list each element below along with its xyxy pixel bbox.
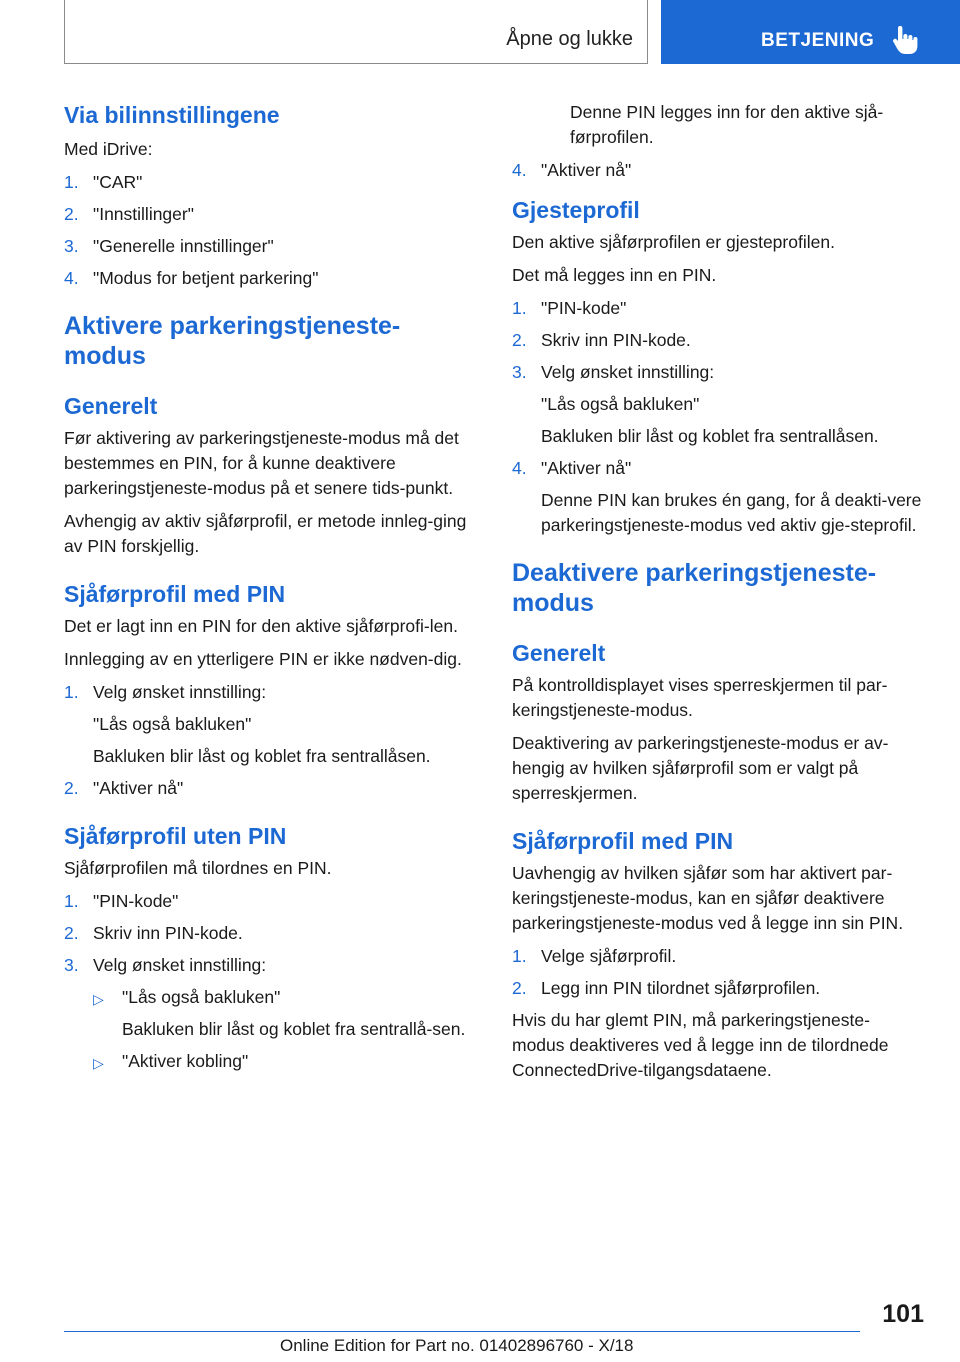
header-section-box [64, 0, 648, 64]
guest-profile-heading: Gjesteprofil [512, 197, 640, 223]
chapter-tab-label: BETJENING [761, 30, 875, 51]
hand-pointer-icon [892, 26, 920, 56]
list-item [64, 776, 474, 801]
step-text: "Innstillinger" [93, 204, 194, 224]
list-item [512, 360, 922, 449]
list-item [512, 944, 922, 969]
step-text: Skriv inn PIN-kode. [93, 923, 243, 943]
step-number: 4. [512, 160, 527, 180]
step-detail: Denne PIN kan brukes én gang, for å deakti-vere parkeringstjeneste-modus ved aktiv gje-steprofil. [541, 490, 922, 535]
list-item [64, 266, 474, 291]
bullet-item [93, 1049, 474, 1074]
step-text: "Modus for betjent parkering" [93, 268, 319, 288]
list-item [64, 680, 474, 769]
step-number: 2. [64, 204, 79, 224]
right-column [512, 100, 922, 1083]
activate-heading: Aktivere parkeringstjeneste-modus [64, 312, 401, 370]
list-item [512, 328, 922, 353]
step-number: 1. [512, 298, 527, 318]
with-pin-heading: Sjåførprofil med PIN [512, 828, 734, 854]
via-intro: Med iDrive: [64, 139, 153, 159]
continued-steps-list [512, 158, 922, 183]
step-text: "Generelle innstillinger" [93, 236, 274, 256]
step-number: 1. [64, 891, 79, 911]
step-detail: Bakluken blir låst og koblet fra sentrallåsen. [93, 746, 431, 766]
header-section-title: Åpne og lukke [506, 28, 633, 50]
step-text: "Aktiver nå" [541, 160, 632, 180]
list-item [64, 202, 474, 227]
general-heading: Generelt [512, 640, 606, 666]
step-number: 4. [512, 458, 527, 478]
step-text: Legg inn PIN tilordnet sjåførprofilen. [541, 978, 821, 998]
step-detail: Bakluken blir låst og koblet fra sentrallåsen. [541, 426, 879, 446]
bullet-detail: Bakluken blir låst og koblet fra sentrallå-sen. [122, 1019, 466, 1039]
general-paragraph: Avhengig av aktiv sjåførprofil, er metode innleg-ging av PIN forskjellig. [64, 511, 467, 556]
guest-paragraph: Det må legges inn en PIN. [512, 265, 717, 285]
step-text: Skriv inn PIN-kode. [541, 330, 691, 350]
list-item [64, 234, 474, 259]
without-pin-heading: Sjåførprofil uten PIN [64, 823, 287, 849]
step-text: "PIN-kode" [541, 298, 627, 318]
list-item [64, 953, 474, 1074]
with-pin-paragraph: Innlegging av en ytterligere PIN er ikke nødven-dig. [64, 649, 462, 669]
list-item [64, 921, 474, 946]
step-number: 3. [64, 236, 79, 256]
without-pin-steps-list [64, 889, 474, 1074]
list-item [512, 296, 922, 321]
step-number: 1. [64, 682, 79, 702]
step-number: 4. [64, 268, 79, 288]
list-item [512, 456, 922, 538]
list-item [512, 158, 922, 183]
footer-edition-text: Online Edition for Part no. 01402896760 - X/18 [280, 1336, 634, 1355]
continued-text: Denne PIN legges inn for den aktive sjå-førprofilen. [570, 102, 884, 147]
step-detail: "Lås også bakluken" [541, 394, 700, 414]
general-paragraph: Deaktivering av parkeringstjeneste-modus er av-hengig av hvilken sjåførprofil som er valgt på sperreskjermen. [512, 733, 889, 803]
step-text: Velg ønsket innstilling: [93, 682, 267, 702]
step-number: 2. [64, 923, 79, 943]
with-pin-heading: Sjåførprofil med PIN [64, 581, 286, 607]
guest-steps-list [512, 296, 922, 538]
step-number: 1. [512, 946, 527, 966]
step-number: 3. [512, 362, 527, 382]
step-text: "PIN-kode" [93, 891, 179, 911]
general-paragraph: Før aktivering av parkeringstjeneste-modus må det bestemmes en PIN, for å kunne deaktivere parkeringstjeneste-modus på et senere tids-punkt. [64, 428, 459, 498]
step-text: "Aktiver nå" [541, 458, 632, 478]
list-item [64, 889, 474, 914]
bullet-text: "Aktiver kobling" [122, 1051, 249, 1071]
step-text: Velg ønsket innstilling: [93, 955, 267, 975]
step-number: 3. [64, 955, 79, 975]
footer-divider [64, 1331, 860, 1332]
via-steps-list [64, 170, 474, 291]
step-text: "CAR" [93, 172, 143, 192]
deactivate-heading: Deaktivere parkeringstjeneste-modus [512, 559, 877, 617]
left-column [64, 100, 474, 1081]
general-paragraph: På kontrolldisplayet vises sperreskjermen til par-keringstjeneste-modus. [512, 675, 888, 720]
page-number: 101 [882, 1300, 924, 1328]
step-text: "Aktiver nå" [93, 778, 184, 798]
via-settings-heading: Via bilinnstillingene [64, 102, 280, 128]
with-pin-paragraph: Det er lagt inn en PIN for den aktive sjåførprofi-len. [64, 616, 458, 636]
step-detail: "Lås også bakluken" [93, 714, 252, 734]
triangle-bullet-icon: ▷ [93, 991, 104, 1007]
step-number: 1. [64, 172, 79, 192]
general-heading: Generelt [64, 393, 158, 419]
step-text: Velg ønsket innstilling: [541, 362, 715, 382]
triangle-bullet-icon: ▷ [93, 1055, 104, 1071]
list-item [64, 170, 474, 195]
step-text: Velge sjåførprofil. [541, 946, 677, 966]
option-bullets [93, 985, 474, 1074]
step-number: 2. [512, 978, 527, 998]
bullet-text: "Lås også bakluken" [122, 987, 281, 1007]
deactivate-steps-list [512, 944, 922, 1001]
step-number: 2. [512, 330, 527, 350]
without-pin-paragraph: Sjåførprofilen må tilordnes en PIN. [64, 858, 332, 878]
with-pin-paragraph: Uavhengig av hvilken sjåfør som har aktivert par-keringstjeneste-modus, kan en sjåfør deaktivere parkeringstjeneste-modus ved å legge inn sin PIN. [512, 863, 904, 933]
step-number: 2. [64, 778, 79, 798]
forgot-pin-paragraph: Hvis du har glemt PIN, må parkeringstjeneste-modus deaktiveres ved å legge inn de tilordnede ConnectedDrive-tilgangsdataene. [512, 1010, 889, 1080]
list-item [512, 976, 922, 1001]
bullet-item [93, 985, 474, 1042]
guest-paragraph: Den aktive sjåførprofilen er gjesteprofilen. [512, 232, 835, 252]
with-pin-steps-list [64, 680, 474, 801]
